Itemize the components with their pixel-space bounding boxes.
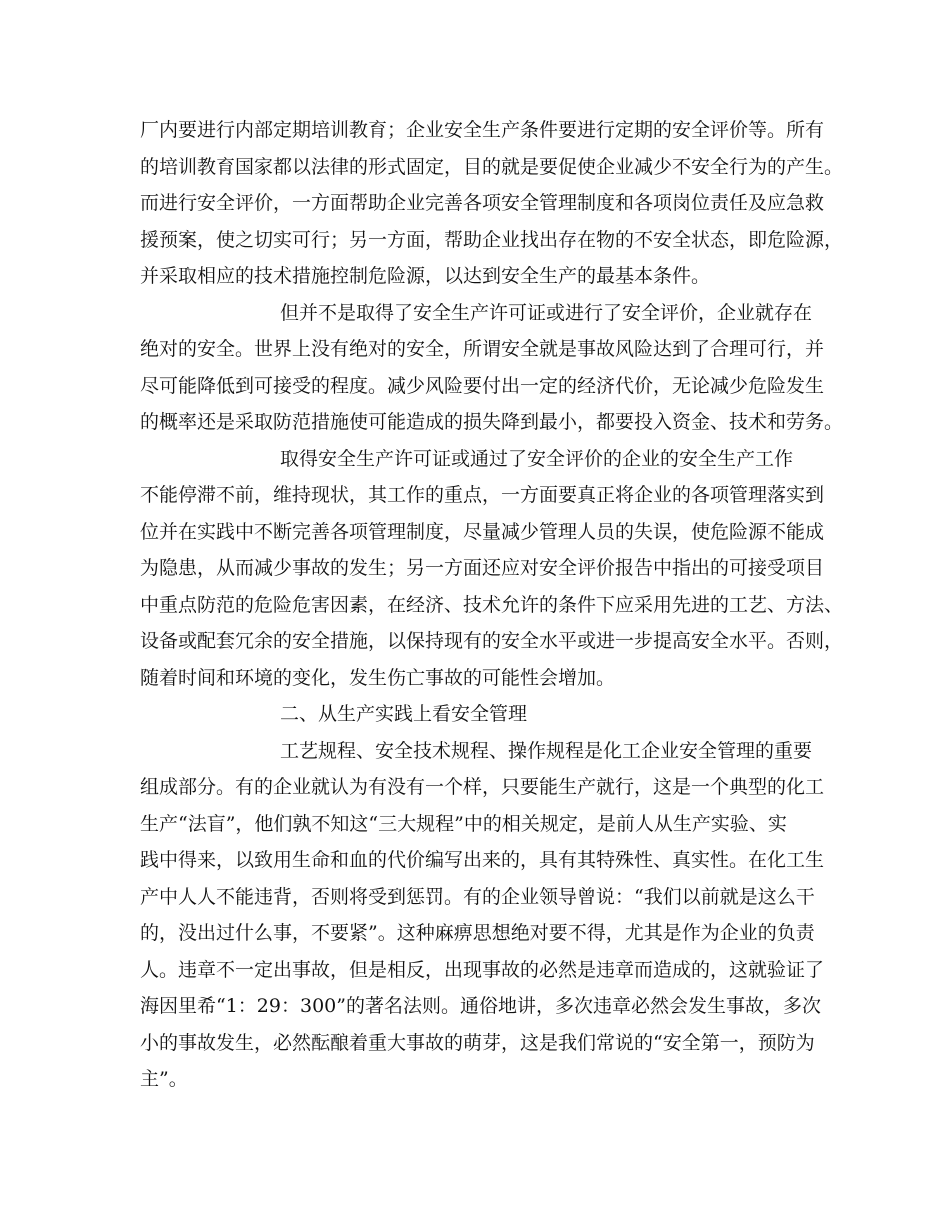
text-line: 位并在实践中不断完善各项管理制度，尽量减少管理人员的失误，使危险源不能成 — [140, 520, 825, 543]
text-line: 但并不是取得了安全生产许可证或进行了安全评价，企业就存在 — [280, 301, 813, 324]
text-line: 不能停滞不前，维持现状，其工作的重点，一方面要真正将企业的各项管理落实到 — [140, 484, 825, 506]
text-line: 工艺规程、安全技术规程、操作规程是化工企业安全管理的重要 — [280, 739, 813, 762]
text-line: 的，没出过什么事，不要紧”。这种麻痹思想绝对要不得，尤其是作为企业的负责 — [140, 922, 815, 944]
text-line: 尽可能降低到可接受的程度。减少风险要付出一定的经济代价，无论减少危险发生 — [140, 374, 825, 397]
text-line: 海因里希“1：29：300”的著名法则。通俗地讲，多次违章必然会发生事故，多次 — [140, 995, 821, 1017]
text-line: 而进行安全评价，一方面帮助企业完善各项安全管理制度和各项岗位责任及应急救 — [140, 192, 825, 214]
text-line: 人。违章不一定出事故，但是相反，出现事故的必然是违章而造成的，这就验证了 — [140, 958, 825, 981]
text-line: 主”。 — [140, 1068, 188, 1090]
text-line: 组成部分。有的企业就认为有没有一个样，只要能生产就行，这是一个典型的化工 — [140, 776, 825, 798]
text-line: 的培训教育国家都以法律的形式固定，目的就是要促使企业减少不安全行为的产生。 — [140, 155, 844, 178]
text-line: 取得安全生产许可证或通过了安全评价的企业的安全生产工作 — [280, 447, 794, 470]
text-line: 并采取相应的技术措施控制危险源，以达到安全生产的最基本条件。 — [140, 265, 711, 287]
text-line: 援预案，使之切实可行；另一方面，帮助企业找出存在物的不安全状态，即危险源， — [140, 228, 844, 251]
text-line: 二、从生产实践上看安全管理 — [280, 703, 528, 725]
text-line: 绝对的安全。世界上没有绝对的安全，所谓安全就是事故风险达到了合理可行，并 — [140, 338, 825, 360]
text-line: 的概率还是采取防范措施使可能造成的损失降到最小，都要投入资金、技术和劳务。 — [140, 411, 844, 433]
text-line: 践中得来，以致用生命和血的代价编写出来的，具有其特殊性、真实性。在化工生 — [140, 849, 825, 871]
text-line: 生产“法盲”，他们孰不知这“三大规程”中的相关规定，是前人从生产实验、实 — [140, 812, 787, 835]
text-line: 随着时间和环境的变化，发生伤亡事故的可能性会增加。 — [140, 666, 616, 689]
body-text — [140, 112, 844, 1098]
text-line: 小的事故发生，必然酝酿着重大事故的萌芽，这是我们常说的“安全第一，预防为 — [140, 1031, 815, 1054]
text-line: 产中人人不能违背，否则将受到惩罚。有的企业领导曾说：“我们以前就是这么干 — [140, 885, 815, 908]
text-line: 厂内要进行内部定期培训教育；企业安全生产条件要进行定期的安全评价等。所有 — [140, 119, 825, 141]
text-line: 为隐患，从而减少事故的发生；另一方面还应对安全评价报告中指出的可接受项目 — [140, 557, 825, 579]
text-line: 设备或配套冗余的安全措施，以保持现有的安全水平或进一步提高安全水平。否则， — [140, 630, 844, 652]
text-line: 中重点防范的危险危害因素，在经济、技术允许的条件下应采用先进的工艺、方法、 — [140, 593, 844, 616]
